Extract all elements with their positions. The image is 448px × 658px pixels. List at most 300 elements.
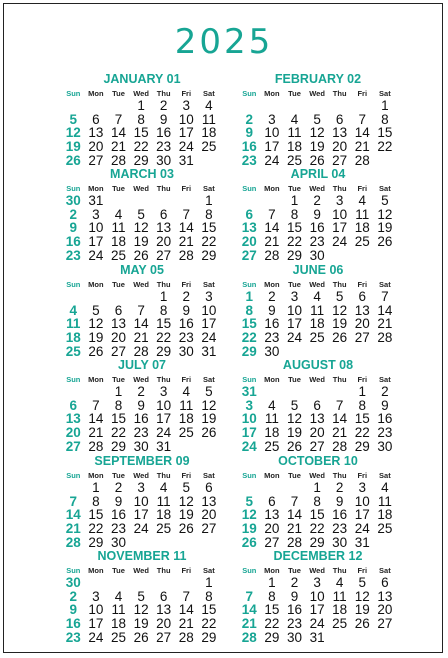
weekday-label: Thu (332, 184, 347, 193)
day-cell: 21 (178, 234, 194, 250)
day-cell: 30 (332, 534, 348, 550)
weekday-label: Sat (203, 184, 215, 193)
day-cell (261, 194, 284, 208)
day-cell: 3 (245, 397, 254, 413)
day-cell: 11 (66, 316, 81, 332)
day-cell: 16 (332, 507, 348, 523)
day-cell: 8 (268, 588, 276, 604)
weekday-label: Fri (181, 280, 192, 289)
day-cell: 18 (156, 507, 172, 523)
day-cell: 9 (381, 397, 389, 413)
day-cell: 8 (290, 206, 299, 222)
weekday-label: Wed (309, 566, 325, 575)
day-cell: 22 (201, 616, 217, 632)
day-cell: 15 (201, 220, 217, 236)
day-cell: 28 (133, 343, 149, 359)
day-cell: 15 (133, 125, 149, 141)
day-cell: 28 (377, 330, 393, 346)
weekday-label: Fri (181, 89, 192, 98)
day-cell: 4 (381, 480, 389, 495)
day-cell: 17 (133, 507, 149, 523)
day-cell: 5 (245, 493, 254, 509)
weekday-label: Tue (288, 566, 301, 575)
day-cell: 30 (110, 534, 126, 550)
day-cell: 27 (241, 247, 257, 263)
day-cell: 25 (286, 152, 302, 168)
day-cell (328, 631, 351, 645)
weekday-label: Sat (379, 375, 391, 384)
weekday-label: Mon (264, 184, 280, 193)
week-row (238, 536, 398, 550)
day-cell (328, 99, 351, 113)
weekday-label: Wed (133, 280, 149, 289)
day-cell: 28 (88, 438, 104, 454)
day-cell: 28 (332, 438, 348, 454)
day-cell: 10 (354, 493, 370, 509)
day-cell: 10 (241, 411, 257, 427)
weekday-label: Fri (181, 566, 192, 575)
day-cell: 14 (65, 507, 81, 523)
day-cell: 11 (179, 397, 194, 413)
day-cell: 15 (110, 411, 126, 427)
day-cell (62, 385, 85, 399)
day-cell: 24 (178, 139, 194, 155)
day-cell: 13 (332, 125, 348, 141)
day-cell (283, 481, 306, 495)
day-cell (198, 440, 221, 454)
day-cell (130, 576, 153, 590)
day-cell: 4 (335, 575, 344, 590)
day-cell: 11 (156, 493, 171, 509)
day-cell: 16 (65, 616, 81, 632)
day-cell: 19 (88, 330, 104, 346)
day-cell: 11 (332, 588, 347, 604)
weekday-label: Sun (66, 89, 81, 98)
day-cell: 14 (178, 220, 194, 236)
day-cell: 1 (245, 289, 254, 304)
day-cell: 1 (159, 289, 168, 304)
day-cell: 8 (245, 302, 254, 318)
day-cell (351, 631, 374, 645)
day-cell: 24 (156, 425, 172, 441)
day-cell: 18 (110, 234, 126, 250)
week-row (62, 603, 222, 617)
day-cell: 26 (241, 534, 257, 550)
month-title: MARCH 03 (110, 167, 174, 181)
day-cell: 25 (309, 330, 325, 346)
day-cell: 23 (133, 425, 149, 441)
weekday-label: Sun (242, 375, 257, 384)
day-cell: 23 (65, 629, 81, 645)
month-block (62, 549, 222, 644)
day-cell: 29 (201, 247, 217, 263)
day-cell: 13 (156, 220, 172, 236)
day-cell: 11 (264, 411, 279, 427)
day-cell: 14 (286, 507, 302, 523)
day-cell: 2 (381, 384, 389, 399)
day-cell: 18 (110, 616, 126, 632)
day-cell: 31 (156, 438, 172, 454)
weekday-header (62, 279, 222, 290)
day-cell (374, 536, 397, 550)
weekday-label: Wed (133, 89, 149, 98)
weekday-label: Fri (181, 375, 192, 384)
month-title: JUNE 06 (292, 263, 344, 277)
day-cell: 9 (335, 493, 344, 509)
day-cell (130, 290, 153, 304)
day-cell: 16 (286, 602, 302, 618)
day-cell: 18 (286, 139, 302, 155)
day-cell (198, 536, 221, 550)
day-cell: 13 (241, 220, 257, 236)
week-row (238, 385, 398, 399)
day-cell: 22 (377, 139, 393, 155)
week-row (62, 385, 222, 399)
week-row (238, 317, 398, 331)
day-cell: 2 (114, 480, 123, 495)
day-cell: 20 (65, 425, 81, 441)
day-cell: 26 (309, 152, 325, 168)
day-cell: 17 (156, 411, 172, 427)
day-cell: 12 (133, 220, 149, 236)
day-cell: 22 (309, 521, 325, 537)
week-row (62, 426, 222, 440)
day-cell: 20 (156, 616, 172, 632)
weekday-label: Sun (66, 280, 81, 289)
month-title: NOVEMBER 11 (97, 549, 187, 563)
day-cell: 23 (156, 139, 172, 155)
week-row (62, 331, 222, 345)
day-cell: 6 (69, 397, 78, 413)
day-cell: 5 (358, 575, 367, 590)
weekday-label: Fri (357, 89, 368, 98)
weekday-label: Wed (133, 566, 149, 575)
week-row (238, 140, 398, 154)
day-cell: 15 (201, 602, 217, 618)
day-cell: 20 (332, 139, 348, 155)
weekday-label: Sat (379, 471, 391, 480)
day-cell: 10 (156, 397, 172, 413)
weekday-label: Mon (88, 566, 104, 575)
weekday-label: Wed (309, 471, 325, 480)
weekday-label: Sun (66, 566, 81, 575)
day-cell: 12 (201, 397, 217, 413)
day-cell: 24 (241, 438, 257, 454)
day-cell (175, 194, 198, 208)
day-cell: 14 (178, 602, 194, 618)
day-cell: 27 (156, 629, 172, 645)
day-cell: 12 (309, 125, 325, 141)
day-cell (238, 576, 261, 590)
day-cell (374, 249, 397, 263)
day-cell: 7 (182, 206, 191, 222)
day-cell: 28 (178, 629, 194, 645)
day-cell: 1 (137, 98, 145, 113)
day-cell: 18 (201, 125, 217, 141)
day-cell: 21 (88, 425, 104, 441)
day-cell: 19 (309, 139, 325, 155)
day-cell: 22 (201, 234, 217, 250)
day-cell: 15 (309, 507, 325, 523)
weekday-label: Fri (357, 280, 368, 289)
day-cell: 13 (110, 316, 126, 332)
weekday-label: Tue (112, 471, 125, 480)
month-block (238, 549, 398, 644)
weekday-label: Sat (203, 566, 215, 575)
day-cell: 7 (290, 493, 299, 509)
day-cell: 17 (332, 220, 348, 236)
day-cell: 9 (137, 397, 145, 413)
week-row (238, 495, 398, 509)
week-row (62, 508, 222, 522)
day-cell: 19 (201, 411, 217, 427)
day-cell: 6 (205, 480, 213, 495)
month-title: JULY 07 (118, 358, 166, 372)
day-cell (351, 345, 374, 359)
day-cell: 8 (92, 493, 100, 509)
day-cell: 19 (178, 507, 194, 523)
day-cell: 26 (201, 425, 217, 441)
weekday-label: Sun (66, 375, 81, 384)
day-cell (374, 345, 397, 359)
day-cell: 12 (178, 493, 194, 509)
day-cell: 4 (205, 98, 213, 113)
day-cell: 8 (205, 588, 213, 604)
weekday-label: Thu (332, 89, 347, 98)
day-cell: 10 (88, 220, 104, 236)
weekday-label: Fri (357, 375, 368, 384)
day-cell: 3 (92, 588, 100, 604)
day-cell: 21 (264, 234, 280, 250)
day-cell: 5 (137, 588, 145, 604)
week-row (62, 208, 222, 222)
day-cell (175, 536, 198, 550)
day-cell: 13 (309, 411, 325, 427)
week-row (62, 399, 222, 413)
day-cell: 3 (182, 98, 191, 113)
day-cell: 23 (264, 330, 280, 346)
day-cell: 2 (159, 98, 168, 113)
day-cell: 8 (313, 493, 321, 509)
day-cell: 12 (286, 411, 302, 427)
day-cell: 19 (133, 616, 149, 632)
weekday-label: Mon (88, 280, 104, 289)
day-cell (152, 576, 175, 590)
week-row (62, 249, 222, 263)
day-cell: 28 (241, 629, 257, 645)
day-cell: 5 (92, 302, 100, 318)
day-cell (328, 385, 351, 399)
day-cell: 6 (358, 289, 367, 304)
week-row (62, 576, 222, 590)
weekday-label: Sat (203, 471, 215, 480)
day-cell: 4 (159, 480, 168, 495)
day-cell: 26 (178, 521, 194, 537)
weekday-label: Sun (66, 471, 81, 480)
month-block (238, 358, 398, 453)
day-cell: 7 (69, 493, 78, 509)
day-cell: 25 (354, 234, 370, 250)
day-cell: 1 (205, 575, 213, 590)
day-cell: 29 (241, 343, 257, 359)
weekday-label: Sun (242, 184, 257, 193)
day-cell (152, 536, 175, 550)
weekday-label: Wed (309, 184, 325, 193)
day-cell: 17 (88, 234, 104, 250)
day-cell: 18 (264, 425, 280, 441)
weekday-label: Thu (156, 184, 171, 193)
day-cell: 27 (264, 534, 280, 550)
day-cell: 21 (178, 616, 194, 632)
day-cell: 5 (381, 193, 389, 208)
day-cell: 4 (114, 206, 123, 222)
weekday-label: Sat (203, 375, 215, 384)
weekday-label: Mon (264, 566, 280, 575)
day-cell: 8 (137, 111, 145, 127)
day-cell: 9 (159, 111, 168, 127)
day-cell: 27 (201, 521, 217, 537)
weekday-label: Tue (288, 184, 301, 193)
day-cell: 18 (354, 220, 370, 236)
day-cell: 10 (133, 493, 149, 509)
day-cell: 22 (88, 521, 104, 537)
day-cell: 4 (182, 384, 191, 399)
month-block (238, 263, 398, 358)
day-cell: 2 (69, 588, 78, 604)
day-cell: 5 (313, 111, 321, 127)
weekday-label: Tue (112, 280, 125, 289)
week-row (238, 208, 398, 222)
week-row (238, 399, 398, 413)
day-cell (283, 345, 306, 359)
day-cell (351, 99, 374, 113)
day-cell: 11 (201, 111, 216, 127)
week-row (62, 140, 222, 154)
week-row (238, 576, 398, 590)
day-cell: 25 (377, 521, 393, 537)
month-title: OCTOBER 10 (278, 454, 358, 468)
day-cell: 5 (182, 480, 191, 495)
day-cell: 19 (65, 139, 81, 155)
weekday-label: Mon (264, 280, 280, 289)
day-cell: 14 (354, 125, 370, 141)
week-row (62, 412, 222, 426)
day-cell: 30 (133, 438, 149, 454)
day-cell: 11 (377, 493, 392, 509)
weekday-label: Sat (379, 184, 391, 193)
month-block (62, 72, 222, 167)
day-cell: 24 (88, 247, 104, 263)
day-cell: 1 (205, 193, 213, 208)
day-cell: 13 (264, 507, 280, 523)
day-cell: 16 (110, 507, 126, 523)
day-cell: 27 (309, 438, 325, 454)
week-row (238, 481, 398, 495)
weekday-label: Sun (66, 184, 81, 193)
weekday-label: Mon (88, 184, 104, 193)
day-cell: 22 (133, 139, 149, 155)
day-cell: 12 (354, 588, 370, 604)
day-cell (306, 385, 329, 399)
day-cell: 19 (133, 234, 149, 250)
weekday-label: Tue (288, 280, 301, 289)
day-cell: 27 (332, 152, 348, 168)
day-cell: 7 (137, 302, 145, 318)
day-cell: 30 (156, 152, 172, 168)
day-cell: 20 (88, 139, 104, 155)
day-cell (198, 154, 221, 168)
day-cell (238, 194, 261, 208)
day-cell: 26 (377, 234, 393, 250)
day-cell: 7 (358, 111, 367, 127)
weekday-label: Fri (181, 471, 192, 480)
day-cell (261, 385, 284, 399)
day-cell: 7 (381, 289, 389, 304)
weekday-label: Thu (156, 89, 171, 98)
month-block (238, 72, 398, 167)
day-cell: 29 (133, 152, 149, 168)
weekday-label: Wed (133, 375, 149, 384)
day-cell: 30 (309, 247, 325, 263)
day-cell: 19 (354, 602, 370, 618)
week-row (238, 126, 398, 140)
day-cell: 9 (290, 588, 299, 604)
day-cell: 14 (88, 411, 104, 427)
day-cell: 2 (313, 193, 321, 208)
day-cell (85, 290, 108, 304)
week-row (62, 590, 222, 604)
week-row (62, 317, 222, 331)
day-cell: 13 (201, 493, 217, 509)
day-cell: 9 (313, 206, 321, 222)
day-cell: 25 (110, 247, 126, 263)
day-cell: 25 (65, 343, 81, 359)
day-cell: 29 (354, 438, 370, 454)
weekday-label: Tue (288, 375, 301, 384)
weekday-header (62, 183, 222, 194)
month-title: DECEMBER 12 (273, 549, 363, 563)
day-cell: 3 (358, 480, 367, 495)
day-cell: 26 (332, 330, 348, 346)
month-title: JANUARY 01 (103, 72, 181, 86)
day-cell: 17 (264, 139, 280, 155)
day-cell: 12 (377, 206, 393, 222)
day-cell: 3 (290, 289, 299, 304)
day-cell: 21 (286, 521, 302, 537)
day-cell: 31 (201, 343, 217, 359)
day-cell: 3 (335, 193, 344, 208)
weekday-label: Tue (288, 471, 301, 480)
day-cell: 1 (290, 193, 299, 208)
weekday-label: Thu (156, 280, 171, 289)
weekday-label: Thu (332, 471, 347, 480)
weekday-label: Sat (379, 280, 391, 289)
day-cell: 5 (205, 384, 213, 399)
day-cell: 9 (182, 302, 191, 318)
day-cell: 22 (110, 425, 126, 441)
day-cell: 13 (156, 602, 172, 618)
weekday-label: Fri (357, 184, 368, 193)
day-cell: 11 (355, 206, 370, 222)
day-cell: 23 (178, 330, 194, 346)
weekday-label: Thu (332, 375, 347, 384)
weekday-label: Sun (242, 471, 257, 480)
weekday-label: Wed (309, 280, 325, 289)
day-cell: 31 (354, 534, 370, 550)
day-cell: 3 (268, 111, 276, 127)
day-cell: 21 (110, 139, 126, 155)
weekday-header (62, 565, 222, 576)
